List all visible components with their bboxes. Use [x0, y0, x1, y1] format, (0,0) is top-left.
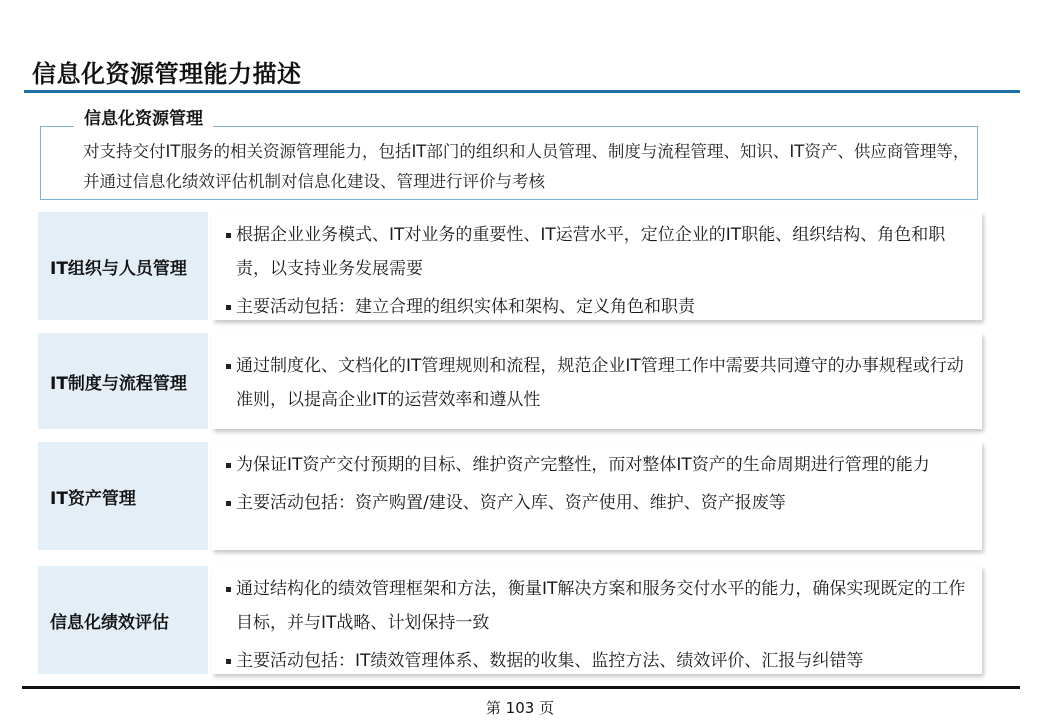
- bullet-item: 通过结构化的绩效管理框架和方法，衡量IT解决方案和服务交付水平的能力，确保实现既定的工作目标，并与IT战略、计划保持一致: [226, 572, 968, 640]
- row-body: [212, 442, 982, 550]
- row-body: [212, 566, 982, 674]
- capability-row-it-asset: [38, 442, 982, 550]
- bullet-item: 根据企业业务模式、IT对业务的重要性、IT运营水平，定位企业的IT职能、组织结构、角色和职责，以支持业务发展需要: [226, 218, 968, 286]
- bullet-list: [226, 349, 968, 417]
- row-label: IT组织与人员管理: [50, 258, 187, 279]
- row-label-box: [38, 212, 208, 320]
- capability-row-it-organization: [38, 212, 982, 320]
- bullet-item: 主要活动包括：建立合理的组织实体和架构、定义角色和职责: [226, 290, 968, 324]
- bullet-item: 通过制度化、文档化的IT管理规则和流程，规范企业IT管理工作中需要共同遵守的办事规程或行动准则，以提高企业IT的运营效率和遵从性: [226, 349, 968, 417]
- bullet-list: [226, 448, 968, 520]
- title-divider: [24, 90, 1020, 93]
- row-body: [212, 333, 982, 429]
- row-body: [212, 212, 982, 320]
- bullet-list: [226, 218, 968, 324]
- page-number: 第 103 页: [485, 699, 555, 717]
- capability-row-performance-evaluation: [38, 566, 982, 674]
- page-title: 信息化资源管理能力描述: [32, 60, 302, 88]
- bullet-item: 为保证IT资产交付预期的目标、维护资产完整性，而对整体IT资产的生命周期进行管理的能力: [226, 448, 968, 482]
- intro-description-box: [40, 126, 978, 200]
- bullet-item: 主要活动包括：IT绩效管理体系、数据的收集、监控方法、绩效评价、汇报与纠错等: [226, 644, 968, 678]
- bullet-item: 主要活动包括：资产购置/建设、资产入库、资产使用、维护、资产报废等: [226, 486, 968, 520]
- footer-divider: [22, 686, 1020, 689]
- capability-row-it-process: [38, 333, 982, 429]
- intro-section-label: 信息化资源管理: [74, 104, 213, 129]
- row-label-box: [38, 333, 208, 429]
- intro-description-text: 对支持交付IT服务的相关资源管理能力，包括IT部门的组织和人员管理、制度与流程管理、知识、IT资产、供应商管理等，并通过信息化绩效评估机制对信息化建设、管理进行评价与考核: [83, 142, 970, 191]
- row-label-box: [38, 442, 208, 550]
- row-label: 信息化绩效评估: [50, 612, 169, 633]
- row-label: IT制度与流程管理: [50, 373, 187, 394]
- row-label-box: [38, 566, 208, 674]
- bullet-list: [226, 572, 968, 678]
- row-label: IT资产管理: [50, 488, 136, 509]
